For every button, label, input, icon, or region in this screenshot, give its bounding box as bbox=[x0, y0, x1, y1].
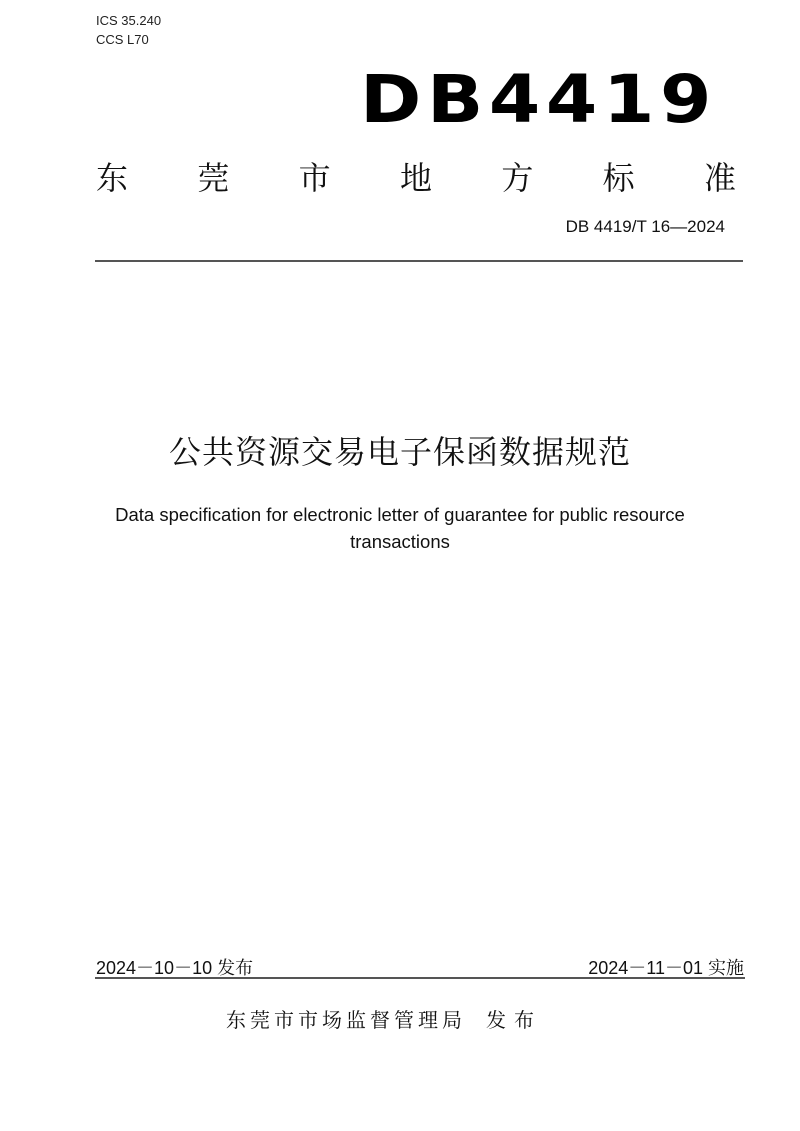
document-title-chinese: 公共资源交易电子保函数据规范 bbox=[168, 433, 631, 471]
standard-type-char: 东 bbox=[96, 159, 129, 197]
issue-label: 发布 bbox=[486, 1008, 542, 1032]
standard-type-char: 准 bbox=[703, 159, 736, 197]
publish-date: 2024－10－10 发布 bbox=[96, 958, 254, 978]
standard-type-char: 市 bbox=[298, 159, 331, 197]
standard-type-heading bbox=[96, 157, 736, 199]
standard-type-char: 地 bbox=[399, 159, 432, 197]
ics-code: ICS 35.240 bbox=[96, 13, 162, 28]
ccs-code: CCS L70 bbox=[96, 32, 149, 47]
english-title-line-2: transactions bbox=[350, 531, 450, 552]
header-divider bbox=[95, 260, 743, 262]
standard-type-char: 方 bbox=[501, 159, 534, 197]
footer-divider bbox=[95, 977, 745, 979]
standard-number: DB 4419/T 16—2024 bbox=[565, 217, 725, 236]
standard-type-char: 标 bbox=[602, 159, 635, 197]
english-title-line-1: Data specification for electronic letter of guarantee for public resource bbox=[115, 504, 685, 525]
standard-logo: DB4419 bbox=[360, 61, 718, 138]
issuer-name: 东莞市市场监督管理局 bbox=[226, 1008, 466, 1032]
document-title-english bbox=[0, 501, 800, 555]
standard-type-char: 莞 bbox=[197, 159, 230, 197]
issuer-line bbox=[226, 1006, 542, 1034]
implement-date: 2024－11－01 实施 bbox=[588, 958, 744, 978]
